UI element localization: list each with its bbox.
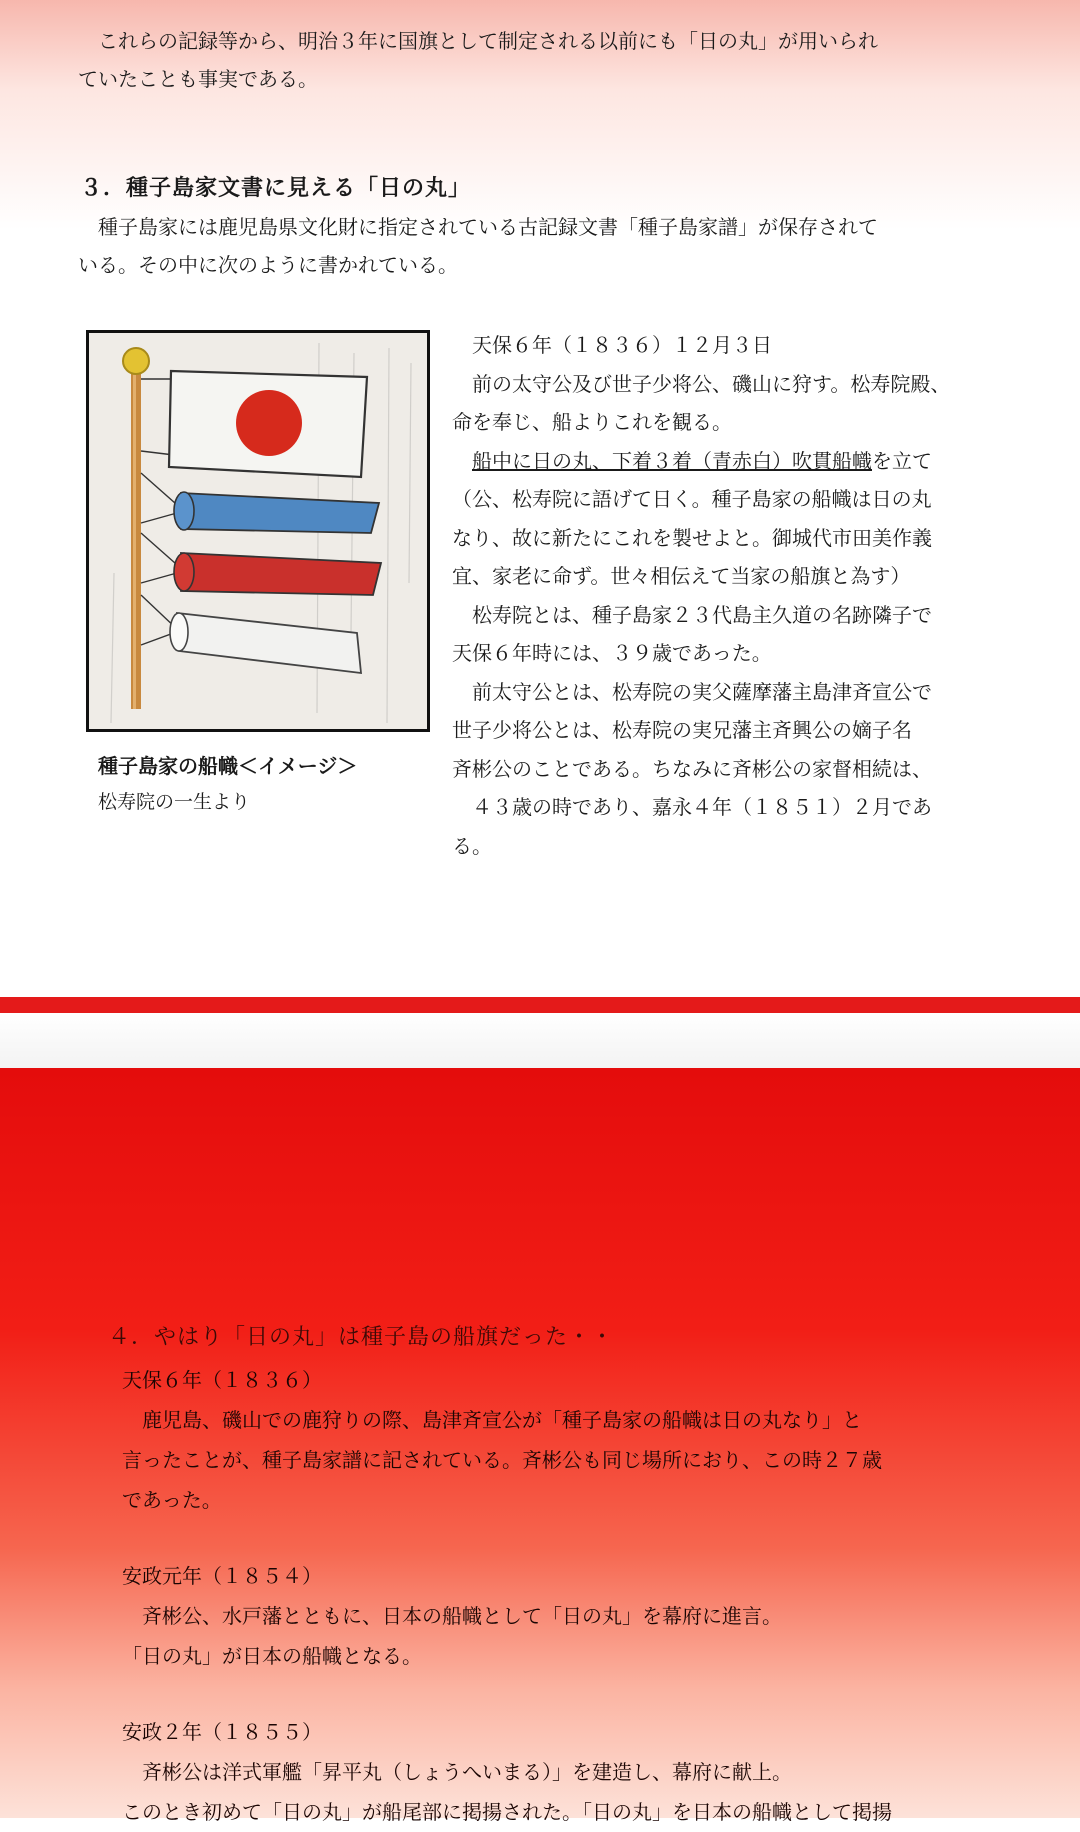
ship-flag-illustration [86, 330, 430, 732]
section-3-line-2: いる。その中に次のように書かれている。 [78, 253, 458, 277]
entry-year: 安政元年（１８５４） [122, 1564, 322, 1588]
entry-year: 安政２年（１８５５） [122, 1720, 322, 1744]
record-quote [452, 326, 992, 865]
section-4-heading: ４．やはり「日の丸」は種子島の船旗だった・・ [108, 1325, 615, 1350]
section-3-line-1: 種子島家には鹿児島県文化財に指定されている古記録文書「種子島家譜」が保存されて [98, 215, 878, 239]
sun-disc [236, 390, 302, 456]
record-line: 斉彬公のことである。ちなみに斉彬公の家督相続は、 [452, 756, 932, 781]
record-line: 前の太守公及び世子少将公、磯山に狩す。松寿院殿、 [472, 371, 951, 396]
intro-line-1: これらの記録等から、明治３年に国旗として制定される以前にも「日の丸」が用いられ [98, 29, 878, 53]
record-line-flags [452, 442, 992, 481]
figure-caption: 種子島家の船幟＜イメージ＞ [98, 754, 358, 778]
flag-drawing [89, 333, 427, 729]
record-line: 世子少将公とは、松寿院の実兄藩主斉興公の嫡子名 [452, 718, 912, 742]
intro-paragraph [78, 22, 998, 98]
section-divider [0, 997, 1080, 1013]
entry-line: 「日の丸」が日本の船幟となる。 [122, 1644, 422, 1668]
record-line: 天保６年時には、３９歳であった。 [452, 641, 772, 665]
entry-line: 鹿児島、磯山での鹿狩りの際、島津斉宣公が「種子島家の船幟は日の丸なり」と [142, 1408, 862, 1432]
record-line: る。 [452, 833, 492, 858]
entry-line: であった。 [122, 1488, 222, 1512]
record-line: （公、松寿院に語げて日く。種子島家の船幟は日の丸 [452, 487, 932, 511]
entry-line: このとき初めて「日の丸」が船尾部に掲揚された。「日の丸」を日本の船幟として掲揚 [122, 1800, 892, 1824]
record-line: ４３歳の時であり、嘉永４年（１８５１）２月であ [472, 795, 932, 819]
section-3-heading: ３．種子島家文書に見える「日の丸」 [80, 175, 472, 201]
entry-line: 斉彬公は洋式軍艦「昇平丸（しょうへいまる）」を建造し、幕府に献上。 [142, 1760, 792, 1784]
underlined-phrase: 船中に日の丸、下着３着（青赤白）吹貫船幟 [472, 448, 872, 473]
record-line: 命を奉じ、船よりこれを観る。 [452, 410, 732, 434]
intro-line-2: ていたことも事実である。 [78, 67, 318, 91]
section-4-body [122, 1360, 1002, 1832]
record-date: 天保６年（１８３６）１２月３日 [472, 333, 772, 357]
entry-line: 言ったことが、種子島家譜に記されている。斉彬公も同じ場所におり、この時２７歳 [122, 1448, 882, 1472]
record-line: 宜、家老に命ず。世々相伝えて当家の船旗と為す） [452, 564, 911, 588]
entry-line: 斉彬公、水戸藩とともに、日本の船幟として「日の丸」を幕府に進言。 [142, 1604, 782, 1628]
record-line: 松寿院とは、種子島家２３代島主久道の名跡隣子で [472, 602, 932, 627]
record-line-rest: を立て [872, 448, 932, 473]
record-line: なり、故に新たにこれを製せよと。御城代市田美作義 [452, 525, 932, 550]
record-line: 前太守公とは、松寿院の実父薩摩藩主島津斉宣公で [472, 679, 932, 704]
section-3-paragraph [78, 208, 998, 284]
page-gap [0, 1013, 1080, 1068]
figure-source: 松寿院の一生より [98, 791, 251, 813]
entry-year: 天保６年（１８３６） [122, 1368, 322, 1392]
